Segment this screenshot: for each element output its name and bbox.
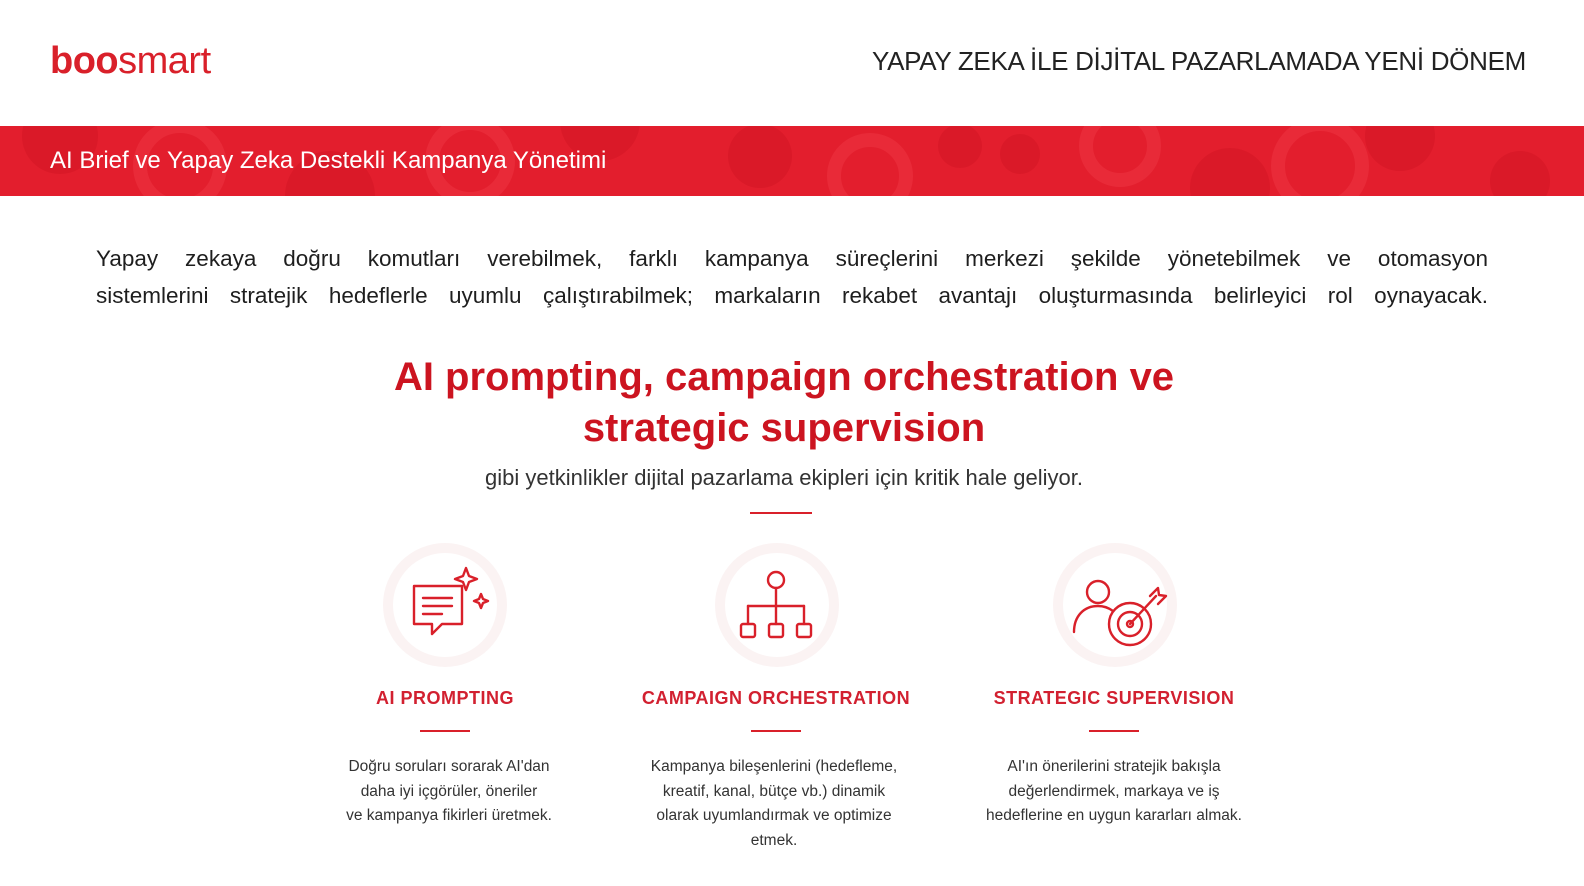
text-line: ve kampanya fikirleri üretmek.: [346, 807, 552, 824]
chat-sparkle-icon: [380, 540, 510, 670]
column-divider: [1089, 730, 1139, 732]
text-line: değerlendirmek, markaya ve iş: [1008, 782, 1220, 800]
column-text-campaign-orchestration: [624, 755, 924, 853]
text-line: Doğru soruları sorarak AI'dan: [348, 758, 550, 775]
intro-line-1: Yapay zekaya doğru komutları verebilmek, farklı kampanya süreçlerini merkezi şekilde yönetebilmek ve otomasyon: [96, 246, 1488, 271]
headline: [0, 352, 1568, 454]
text-line: olarak uyumlandırmak ve optimize: [656, 807, 892, 824]
column-text-ai-prompting: [299, 755, 599, 829]
text-line: etmek.: [750, 831, 798, 849]
hierarchy-icon: [712, 540, 842, 670]
banner-title: AI Brief ve Yapay Zeka Destekli Kampanya Yönetimi: [50, 147, 607, 174]
headline-divider: [750, 512, 812, 514]
person-target-icon: [1050, 540, 1180, 670]
text-line: daha iyi içgörüler, öneriler: [360, 782, 538, 800]
intro-line-2: sistemlerini stratejik hedeflerle uyumlu çalıştırabilmek; markaların rekabet avantajı oluşturmasında belirleyici rol oynayacak.: [96, 283, 1488, 308]
document-title: YAPAY ZEKA İLE DİJİTAL PAZARLAMADA YENİ DÖNEM: [871, 46, 1526, 76]
logo-light-text: smart: [118, 40, 211, 82]
column-text-strategic-supervision: [964, 755, 1264, 829]
logo-bold-text: boo: [50, 40, 119, 82]
headline-line-2: strategic supervision: [582, 406, 986, 450]
column-title-campaign-orchestration: CAMPAIGN ORCHESTRATION: [641, 688, 911, 708]
column-title-ai-prompting: AI PROMPTING: [375, 688, 514, 708]
brand-logo: [50, 38, 211, 84]
column-divider: [751, 730, 801, 732]
text-line: AI'ın önerilerini stratejik bakışla: [1007, 758, 1221, 775]
headline-line-1: AI prompting, campaign orchestration ve: [393, 355, 1175, 399]
column-divider: [420, 730, 470, 732]
text-line: kreatif, kanal, bütçe vb.) dinamik: [662, 782, 886, 800]
column-title-strategic-supervision: STRATEGIC SUPERVISION: [993, 688, 1235, 708]
text-line: hedeflerine en uygun kararları almak.: [986, 807, 1242, 824]
text-line: Kampanya bileşenlerini (hedefleme,: [650, 758, 898, 775]
intro-paragraph: [96, 240, 1488, 314]
section-banner: [0, 126, 1584, 196]
headline-subtext: gibi yetkinlikler dijital pazarlama ekipleri için kritik hale geliyor.: [485, 465, 1083, 490]
